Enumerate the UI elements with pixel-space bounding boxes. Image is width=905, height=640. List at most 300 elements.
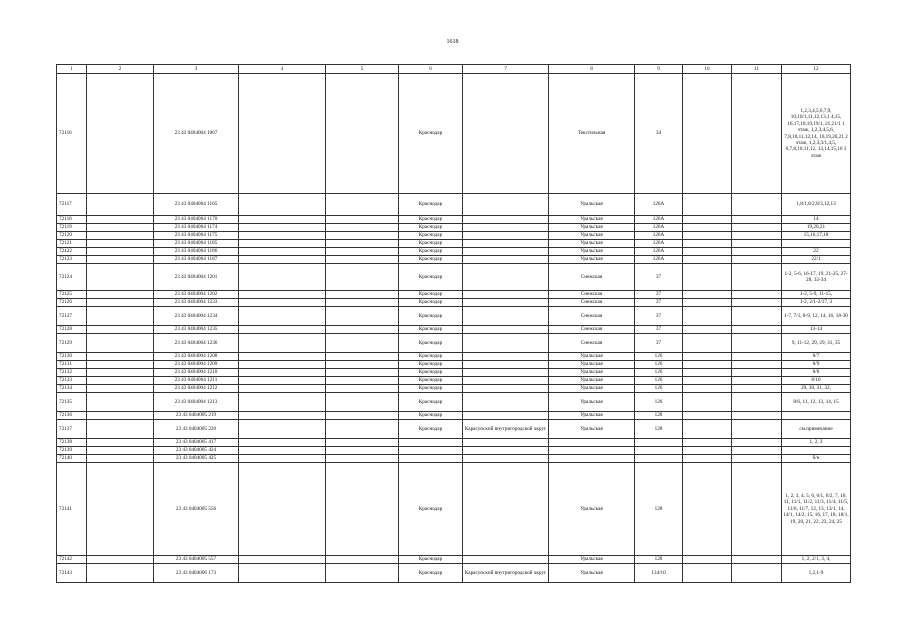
column-header: 9 — [635, 65, 683, 74]
city-cell: Краснодар — [399, 385, 463, 393]
district-cell: Карасунский внутригородской округ — [463, 420, 549, 439]
table-row — [57, 353, 851, 361]
column-header: 1 — [57, 65, 87, 74]
cadastral-number-cell: 23 43 0404004 1233 — [154, 299, 239, 307]
district-cell — [463, 393, 549, 412]
city-cell: Краснодар — [399, 393, 463, 412]
page-number: 1618 — [446, 39, 459, 45]
district-cell — [463, 385, 549, 393]
row-number-cell: 72129 — [57, 334, 87, 353]
district-cell — [463, 299, 549, 307]
house-number-cell: 128 — [635, 463, 683, 556]
col4-cell — [239, 369, 326, 377]
table-row — [57, 264, 851, 291]
column-header: 12 — [782, 65, 851, 74]
house-number-cell: 37 — [635, 326, 683, 334]
col5-cell — [326, 216, 399, 224]
column-header: 8 — [549, 65, 635, 74]
col2-cell — [87, 264, 154, 291]
house-number-cell — [635, 455, 683, 463]
col4-cell — [239, 353, 326, 361]
col2-cell — [87, 291, 154, 299]
col10-cell — [683, 556, 732, 564]
data-table — [56, 64, 851, 583]
cadastral-number-cell: 23 43 0404005 220 — [154, 420, 239, 439]
district-cell: Карасунский внутригородской округ — [463, 564, 549, 583]
row-number-cell: 72126 — [57, 299, 87, 307]
district-cell — [463, 326, 549, 334]
col11-cell — [732, 74, 782, 194]
cadastral-number-cell: 23 43 0404004 1175 — [154, 232, 239, 240]
col11-cell — [732, 420, 782, 439]
row-number-cell: 72130 — [57, 353, 87, 361]
city-cell: Краснодар — [399, 248, 463, 256]
rooms-cell: 1-2, 5-6, 16-17, 19, 21-25, 27-28, 33-34 — [782, 264, 851, 291]
col4-cell — [239, 385, 326, 393]
col4-cell — [239, 307, 326, 326]
district-cell — [463, 224, 549, 232]
col4-cell — [239, 299, 326, 307]
city-cell: Краснодар — [399, 377, 463, 385]
street-cell: Снежская — [549, 291, 635, 299]
col2-cell — [87, 564, 154, 583]
row-number-cell: 72137 — [57, 420, 87, 439]
col4-cell — [239, 248, 326, 256]
col4-cell — [239, 264, 326, 291]
street-cell: Уральская — [549, 353, 635, 361]
col2-cell — [87, 248, 154, 256]
row-number-cell: 72124 — [57, 264, 87, 291]
col5-cell — [326, 439, 399, 447]
district-cell — [463, 439, 549, 447]
col10-cell — [683, 307, 732, 326]
street-cell: Снежская — [549, 307, 635, 326]
col5-cell — [326, 564, 399, 583]
cadastral-number-cell: 23 43 0404004 1235 — [154, 326, 239, 334]
col11-cell — [732, 216, 782, 224]
rooms-cell: 1, 2, 3 — [782, 439, 851, 447]
col2-cell — [87, 299, 154, 307]
cadastral-number-cell: 23 43 0404005 425 — [154, 455, 239, 463]
street-cell: Уральская — [549, 194, 635, 216]
col10-cell — [683, 353, 732, 361]
column-header: 10 — [683, 65, 732, 74]
col10-cell — [683, 216, 732, 224]
col2-cell — [87, 256, 154, 264]
house-number-cell: 126 — [635, 393, 683, 412]
city-cell: Краснодар — [399, 412, 463, 420]
street-cell: Уральская — [549, 224, 635, 232]
column-header: 2 — [87, 65, 154, 74]
street-cell — [549, 455, 635, 463]
col2-cell — [87, 385, 154, 393]
district-cell — [463, 307, 549, 326]
table-row — [57, 216, 851, 224]
row-number-cell: 72117 — [57, 194, 87, 216]
street-cell: Снежская — [549, 334, 635, 353]
row-number-cell: 72134 — [57, 385, 87, 393]
cadastral-number-cell: 23 43 0404005 556 — [154, 463, 239, 556]
rooms-cell: см.примечание — [782, 420, 851, 439]
table-row — [57, 326, 851, 334]
city-cell: Краснодар — [399, 361, 463, 369]
street-cell: Уральская — [549, 377, 635, 385]
col10-cell — [683, 256, 732, 264]
cadastral-number-cell: 23 43 0404004 1236 — [154, 334, 239, 353]
table-row — [57, 556, 851, 564]
col5-cell — [326, 393, 399, 412]
rooms-cell: 1,2,3,4,5,6,7,9, 10,10/1,11,12,13,1 4,15, 16,17,18,19,19/1, 21,21/1 1 этаж, 1,2,3,4,5,6, 7,8,10,11,12,14, 16,19,20,21 2 этаж, 1,2,3,3/1,4,5, 6,7,8,10,11,12, 13,14,15,16 3 этаж — [782, 74, 851, 194]
row-number-cell: 72138 — [57, 439, 87, 447]
house-number-cell: 134/10 — [635, 564, 683, 583]
city-cell: Краснодар — [399, 216, 463, 224]
col5-cell — [326, 334, 399, 353]
row-number-cell: 72143 — [57, 564, 87, 583]
table-row — [57, 439, 851, 447]
district-cell — [463, 369, 549, 377]
table-row — [57, 291, 851, 299]
col2-cell — [87, 74, 154, 194]
header-row — [57, 65, 851, 74]
col5-cell — [326, 447, 399, 455]
table-body — [57, 74, 851, 583]
cadastral-number-cell: 23 43 0404005 219 — [154, 412, 239, 420]
col10-cell — [683, 564, 732, 583]
row-number-cell: 72125 — [57, 291, 87, 299]
col11-cell — [732, 556, 782, 564]
city-cell — [399, 455, 463, 463]
col2-cell — [87, 455, 154, 463]
row-number-cell: 72139 — [57, 447, 87, 455]
row-number-cell: 72132 — [57, 369, 87, 377]
col5-cell — [326, 291, 399, 299]
rooms-cell — [782, 240, 851, 248]
street-cell: Уральская — [549, 393, 635, 412]
house-number-cell: 126 — [635, 353, 683, 361]
district-cell — [463, 248, 549, 256]
cadastral-number-cell: 23 43 0404004 1067 — [154, 74, 239, 194]
rooms-cell: 22 — [782, 248, 851, 256]
cadastral-number-cell: 23 43 0404004 1211 — [154, 377, 239, 385]
table-row — [57, 393, 851, 412]
cadastral-number-cell: 23 43 0404004 1187 — [154, 256, 239, 264]
city-cell: Краснодар — [399, 291, 463, 299]
rooms-cell: 1,2,1-9 — [782, 564, 851, 583]
col2-cell — [87, 353, 154, 361]
rooms-cell: 9, 11-12, 29, 29, 31, 35 — [782, 334, 851, 353]
col11-cell — [732, 194, 782, 216]
house-number-cell — [635, 447, 683, 455]
city-cell: Краснодар — [399, 334, 463, 353]
street-cell: Уральская — [549, 240, 635, 248]
street-cell: Снежская — [549, 264, 635, 291]
rooms-cell: 15,16,17,18 — [782, 232, 851, 240]
house-number-cell: 37 — [635, 334, 683, 353]
table-row — [57, 334, 851, 353]
col4-cell — [239, 463, 326, 556]
table-row — [57, 420, 851, 439]
col5-cell — [326, 256, 399, 264]
col4-cell — [239, 393, 326, 412]
rooms-cell: 1, 2, 2/1, 3, 4, — [782, 556, 851, 564]
house-number-cell: 128 — [635, 412, 683, 420]
col2-cell — [87, 232, 154, 240]
rooms-cell: 1-2, 5-9, 11-15, — [782, 291, 851, 299]
house-number-cell: 126А — [635, 240, 683, 248]
col4-cell — [239, 420, 326, 439]
city-cell: Краснодар — [399, 264, 463, 291]
district-cell — [463, 361, 549, 369]
col10-cell — [683, 74, 732, 194]
house-number-cell: 128 — [635, 556, 683, 564]
district-cell — [463, 377, 549, 385]
city-cell: Краснодар — [399, 420, 463, 439]
cadastral-number-cell: 23 43 0404004 1202 — [154, 291, 239, 299]
col11-cell — [732, 412, 782, 420]
col5-cell — [326, 377, 399, 385]
col5-cell — [326, 385, 399, 393]
col11-cell — [732, 256, 782, 264]
house-number-cell: 126 — [635, 377, 683, 385]
col5-cell — [326, 361, 399, 369]
district-cell — [463, 264, 549, 291]
house-number-cell: 126А — [635, 216, 683, 224]
cadastral-number-cell: 23 43 0404004 1234 — [154, 307, 239, 326]
street-cell: Уральская — [549, 216, 635, 224]
col4-cell — [239, 224, 326, 232]
cadastral-number-cell: 23 43 0404004 1201 — [154, 264, 239, 291]
col11-cell — [732, 361, 782, 369]
street-cell: Снежская — [549, 326, 635, 334]
col10-cell — [683, 420, 732, 439]
district-cell — [463, 240, 549, 248]
col2-cell — [87, 369, 154, 377]
col10-cell — [683, 264, 732, 291]
house-number-cell: 37 — [635, 291, 683, 299]
col4-cell — [239, 412, 326, 420]
street-cell: Уральская — [549, 369, 635, 377]
col10-cell — [683, 299, 732, 307]
cadastral-number-cell: 23 43 0404004 1208 — [154, 353, 239, 361]
table-row — [57, 412, 851, 420]
street-cell: Уральская — [549, 232, 635, 240]
col4-cell — [239, 216, 326, 224]
rooms-cell: 29, 30, 31, 32, — [782, 385, 851, 393]
col4-cell — [239, 240, 326, 248]
col5-cell — [326, 194, 399, 216]
rooms-cell: 8/9 — [782, 361, 851, 369]
col10-cell — [683, 248, 732, 256]
col5-cell — [326, 240, 399, 248]
col11-cell — [732, 232, 782, 240]
col2-cell — [87, 194, 154, 216]
cadastral-number-cell: 23 43 0404004 1210 — [154, 369, 239, 377]
col5-cell — [326, 74, 399, 194]
col5-cell — [326, 420, 399, 439]
row-number-cell: 72141 — [57, 463, 87, 556]
col2-cell — [87, 393, 154, 412]
col4-cell — [239, 194, 326, 216]
col10-cell — [683, 455, 732, 463]
col11-cell — [732, 291, 782, 299]
district-cell — [463, 232, 549, 240]
table-row — [57, 307, 851, 326]
col4-cell — [239, 455, 326, 463]
street-cell: Уральская — [549, 420, 635, 439]
street-cell: Текстильная — [549, 74, 635, 194]
rooms-cell: 1-7, 7/1, 8-9, 12, 14, 16, 18-30 — [782, 307, 851, 326]
col11-cell — [732, 307, 782, 326]
table-row — [57, 377, 851, 385]
house-number-cell: 126А — [635, 194, 683, 216]
cadastral-number-cell: 23 43 0404004 1165 — [154, 194, 239, 216]
column-header: 4 — [239, 65, 326, 74]
table-row — [57, 74, 851, 194]
house-number-cell: 37 — [635, 264, 683, 291]
row-number-cell: 72133 — [57, 377, 87, 385]
row-number-cell: 72118 — [57, 216, 87, 224]
col10-cell — [683, 334, 732, 353]
col10-cell — [683, 240, 732, 248]
table-row — [57, 240, 851, 248]
district-cell — [463, 556, 549, 564]
district-cell — [463, 463, 549, 556]
cadastral-number-cell: 23 43 0404004 1209 — [154, 361, 239, 369]
col2-cell — [87, 361, 154, 369]
col11-cell — [732, 385, 782, 393]
table-row — [57, 455, 851, 463]
table-row — [57, 564, 851, 583]
house-number-cell — [635, 439, 683, 447]
rooms-cell: 19,20,21 — [782, 224, 851, 232]
house-number-cell: 126 — [635, 385, 683, 393]
col2-cell — [87, 556, 154, 564]
cadastral-number-cell: 23 43 0404005 424 — [154, 447, 239, 455]
col2-cell — [87, 334, 154, 353]
col4-cell — [239, 377, 326, 385]
row-number-cell: 72142 — [57, 556, 87, 564]
cadastral-number-cell: 23 43 0404005 417 — [154, 439, 239, 447]
col5-cell — [326, 224, 399, 232]
col5-cell — [326, 232, 399, 240]
district-cell — [463, 256, 549, 264]
col10-cell — [683, 412, 732, 420]
col2-cell — [87, 447, 154, 455]
col10-cell — [683, 393, 732, 412]
col10-cell — [683, 463, 732, 556]
col11-cell — [732, 463, 782, 556]
city-cell: Краснодар — [399, 299, 463, 307]
rooms-cell: 13-14 — [782, 326, 851, 334]
row-number-cell: 72140 — [57, 455, 87, 463]
rooms-cell: 8/7 — [782, 353, 851, 361]
row-number-cell: 72131 — [57, 361, 87, 369]
city-cell: Краснодар — [399, 256, 463, 264]
col5-cell — [326, 248, 399, 256]
city-cell: Краснодар — [399, 353, 463, 361]
district-cell — [463, 334, 549, 353]
house-number-cell: 126А — [635, 232, 683, 240]
city-cell: Краснодар — [399, 564, 463, 583]
col4-cell — [239, 439, 326, 447]
table-row — [57, 232, 851, 240]
col10-cell — [683, 369, 732, 377]
col4-cell — [239, 232, 326, 240]
col10-cell — [683, 447, 732, 455]
city-cell: Краснодар — [399, 556, 463, 564]
rooms-cell: 1, 2, 3, 4, 5, 6, 6/1, 6/2, 7, 10, 11, 11/1, 11/2, 11/3, 11/4, 11/5, 11/6, 11/7, 12, 13, 13/1, 14, 14/1, 14/2, 15, 16, 17, 18, 18/1, 19, 20, 21, 22, 23, 24, 25 — [782, 463, 851, 556]
col5-cell — [326, 369, 399, 377]
col2-cell — [87, 463, 154, 556]
col4-cell — [239, 556, 326, 564]
house-number-cell: 126 — [635, 369, 683, 377]
street-cell: Уральская — [549, 248, 635, 256]
col4-cell — [239, 291, 326, 299]
district-cell — [463, 194, 549, 216]
cadastral-number-cell: 23 43 0404004 1185 — [154, 240, 239, 248]
col10-cell — [683, 385, 732, 393]
table-row — [57, 369, 851, 377]
district-cell — [463, 455, 549, 463]
col11-cell — [732, 326, 782, 334]
table-row — [57, 361, 851, 369]
col11-cell — [732, 564, 782, 583]
col10-cell — [683, 326, 732, 334]
district-cell — [463, 291, 549, 299]
house-number-cell: 34 — [635, 74, 683, 194]
col11-cell — [732, 439, 782, 447]
house-number-cell: 126А — [635, 224, 683, 232]
rooms-cell: 14 — [782, 216, 851, 224]
column-header: 7 — [463, 65, 549, 74]
row-number-cell: 72123 — [57, 256, 87, 264]
district-cell — [463, 447, 549, 455]
col10-cell — [683, 361, 732, 369]
col2-cell — [87, 224, 154, 232]
col4-cell — [239, 74, 326, 194]
cadastral-number-cell: 23 43 0404006 173 — [154, 564, 239, 583]
col11-cell — [732, 334, 782, 353]
col4-cell — [239, 447, 326, 455]
row-number-cell: 72120 — [57, 232, 87, 240]
col11-cell — [732, 455, 782, 463]
city-cell: Краснодар — [399, 194, 463, 216]
cadastral-number-cell: 23 43 0404004 1212 — [154, 385, 239, 393]
rooms-cell — [782, 412, 851, 420]
col2-cell — [87, 326, 154, 334]
street-cell: Уральская — [549, 361, 635, 369]
city-cell: Краснодар — [399, 240, 463, 248]
house-number-cell: 128 — [635, 420, 683, 439]
cadastral-number-cell: 23 43 0404005 557 — [154, 556, 239, 564]
col11-cell — [732, 447, 782, 455]
col11-cell — [732, 224, 782, 232]
col10-cell — [683, 194, 732, 216]
col2-cell — [87, 307, 154, 326]
table-row — [57, 299, 851, 307]
col11-cell — [732, 353, 782, 361]
table-row — [57, 248, 851, 256]
cadastral-number-cell: 23 43 0404004 1174 — [154, 224, 239, 232]
street-cell: Уральская — [549, 463, 635, 556]
rooms-cell — [782, 447, 851, 455]
col5-cell — [326, 299, 399, 307]
row-number-cell: 72116 — [57, 74, 87, 194]
col5-cell — [326, 353, 399, 361]
table-row — [57, 463, 851, 556]
city-cell: Краснодар — [399, 224, 463, 232]
col2-cell — [87, 412, 154, 420]
